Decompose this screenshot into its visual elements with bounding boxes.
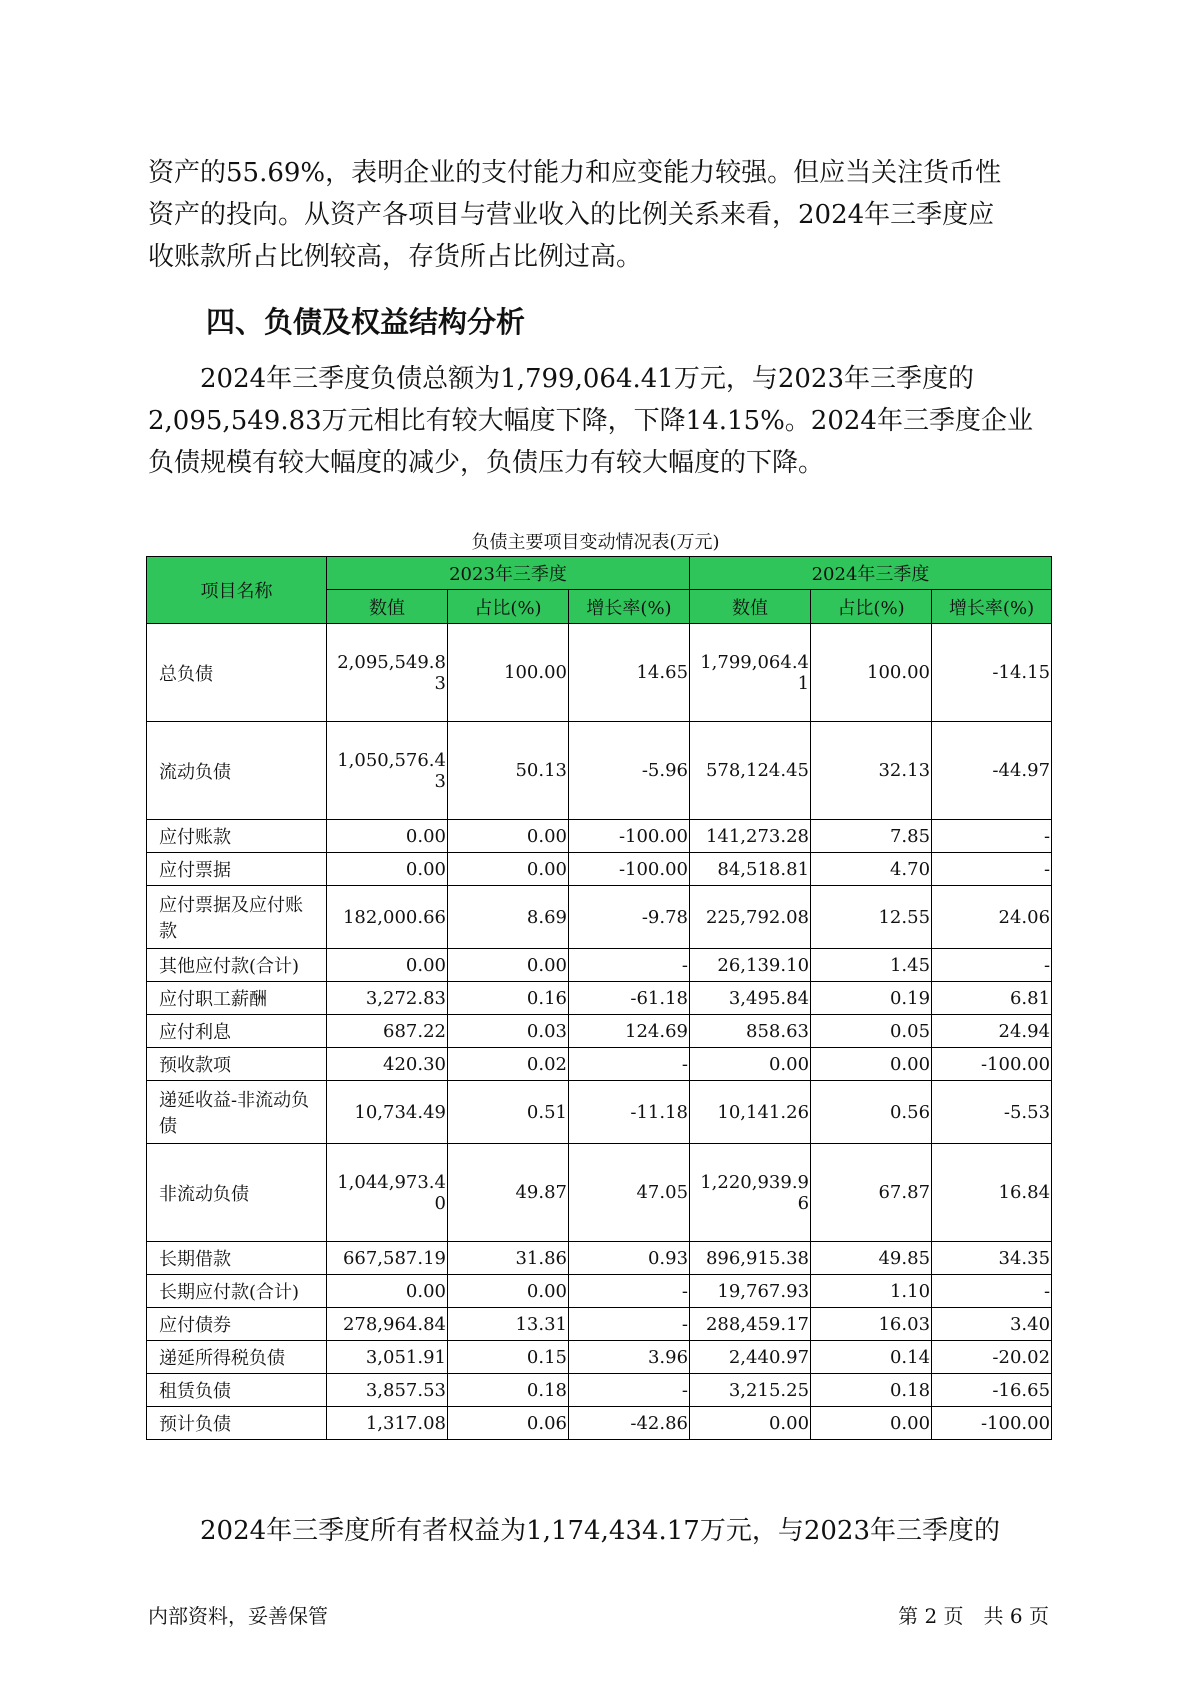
cell-growth-2024: -44.97: [932, 722, 1052, 820]
row-item-name: [147, 1407, 327, 1440]
cell-value-2023-line: 3: [434, 672, 446, 694]
table-row: [147, 1081, 1052, 1144]
cell-growth-2023: -: [569, 1275, 690, 1308]
row-item-name-line: 应付债券: [159, 1315, 231, 1336]
row-item-name: [147, 1275, 327, 1308]
cell-growth-2023: 124.69: [569, 1015, 690, 1048]
row-item-name: [147, 1242, 327, 1275]
cell-value-2024: [690, 1341, 811, 1374]
cell-ratio-2023: 0.00: [448, 853, 569, 886]
footer-confidential-note: 内部资料，妥善保管: [148, 1604, 328, 1628]
cell-value-2024-line: 6: [797, 1192, 810, 1214]
row-item-name: [147, 1374, 327, 1407]
cell-value-2023-line: 278,964.84: [342, 1313, 446, 1335]
table-row: [147, 853, 1052, 886]
header-growth: 增长率(%): [569, 590, 690, 624]
cell-growth-2023: 47.05: [569, 1144, 690, 1242]
header-item-name: 项目名称: [147, 557, 327, 624]
cell-ratio-2023: 31.86: [448, 1242, 569, 1275]
row-item-name-line: 递延收益-非流动负: [159, 1090, 310, 1111]
cell-ratio-2024: 1.45: [811, 949, 932, 982]
cell-value-2023: [327, 1407, 448, 1440]
cell-value-2023: [327, 624, 448, 722]
header-growth: 增长率(%): [932, 590, 1052, 624]
cell-ratio-2023: 50.13: [448, 722, 569, 820]
cell-growth-2023: -42.86: [569, 1407, 690, 1440]
cell-value-2023: [327, 1308, 448, 1341]
cell-value-2024: [690, 1407, 811, 1440]
cell-growth-2023: 3.96: [569, 1341, 690, 1374]
cell-value-2023-line: 182,000.66: [342, 906, 446, 928]
text-line: 2024年三季度负债总额为1,799,064.41万元，与2023年三季度的: [148, 364, 975, 394]
text-line: 2024年三季度所有者权益为1,174,434.17万元，与2023年三季度的: [148, 1516, 1001, 1546]
row-item-name-line: 债: [159, 1116, 177, 1137]
cell-value-2023-line: 2,095,549.8: [337, 651, 446, 673]
cell-value-2024: [690, 1015, 811, 1048]
cell-value-2024: [690, 820, 811, 853]
cell-value-2023-line: 10,734.49: [354, 1101, 446, 1123]
cell-growth-2024: -16.65: [932, 1374, 1052, 1407]
cell-growth-2024: 3.40: [932, 1308, 1052, 1341]
cell-ratio-2023: 49.87: [448, 1144, 569, 1242]
table-row: [147, 886, 1052, 949]
table-row: [147, 1144, 1052, 1242]
row-item-name: [147, 1144, 327, 1242]
cell-value-2024-line: 1,220,939.9: [700, 1171, 810, 1193]
cell-value-2023-line: 3,857.53: [365, 1379, 446, 1401]
cell-value-2023: [327, 1144, 448, 1242]
table-row: [147, 1341, 1052, 1374]
cell-ratio-2024: 32.13: [811, 722, 932, 820]
row-item-name: [147, 853, 327, 886]
table-row: [147, 982, 1052, 1015]
cell-value-2023-line: 667,587.19: [342, 1247, 446, 1269]
text-line: 资产的投向。从资产各项目与营业收入的比例关系来看，2024年三季度应: [148, 200, 995, 230]
cell-growth-2024: -: [932, 820, 1052, 853]
cell-growth-2024: 24.94: [932, 1015, 1052, 1048]
cell-ratio-2023: 0.00: [448, 1275, 569, 1308]
row-item-name-line: 其他应付款(合计): [159, 956, 300, 977]
cell-value-2023: [327, 1048, 448, 1081]
header-ratio: 占比(%): [448, 590, 569, 624]
table-row: [147, 722, 1052, 820]
cell-ratio-2023: 0.51: [448, 1081, 569, 1144]
table-row: [147, 1275, 1052, 1308]
cell-value-2024-line: 1,799,064.4: [700, 651, 810, 673]
cell-ratio-2023: 100.00: [448, 624, 569, 722]
table-row: [147, 1242, 1052, 1275]
cell-value-2024: [690, 1275, 811, 1308]
row-item-name: [147, 820, 327, 853]
cell-value-2023-line: 0: [434, 1192, 446, 1214]
cell-ratio-2023: 0.03: [448, 1015, 569, 1048]
cell-ratio-2024: 49.85: [811, 1242, 932, 1275]
cell-value-2024-line: 858.63: [746, 1020, 810, 1042]
row-item-name: [147, 886, 327, 949]
cell-ratio-2024: 12.55: [811, 886, 932, 949]
row-item-name-line: 应付职工薪酬: [159, 989, 267, 1010]
cell-value-2023-line: 687.22: [383, 1020, 446, 1042]
table-row: [147, 1407, 1052, 1440]
cell-growth-2023: -11.18: [569, 1081, 690, 1144]
table-row: [147, 1015, 1052, 1048]
header-period-2024: 2024年三季度: [690, 557, 1052, 590]
row-item-name-line: 应付票据: [159, 860, 231, 881]
cell-value-2024-line: 26,139.10: [717, 954, 810, 976]
table-row: [147, 1308, 1052, 1341]
cell-growth-2024: -: [932, 1275, 1052, 1308]
cell-value-2023: [327, 1081, 448, 1144]
cell-value-2024-line: 10,141.26: [717, 1101, 810, 1123]
cell-value-2024-line: 141,273.28: [705, 825, 810, 847]
cell-growth-2024: -5.53: [932, 1081, 1052, 1144]
row-item-name-line: 递延所得税负债: [159, 1348, 285, 1369]
text-line: 负债规模有较大幅度的减少，负债压力有较大幅度的下降。: [148, 448, 825, 478]
cell-value-2023-line: 3,051.91: [365, 1346, 446, 1368]
row-item-name: [147, 1081, 327, 1144]
cell-growth-2024: -: [932, 949, 1052, 982]
table-caption: 负债主要项目变动情况表(万元): [471, 532, 720, 553]
cell-value-2023: [327, 722, 448, 820]
cell-growth-2023: -: [569, 1308, 690, 1341]
cell-value-2023-line: 3: [434, 770, 446, 792]
cell-value-2024: [690, 853, 811, 886]
cell-value-2023-line: 0.00: [405, 1280, 446, 1302]
cell-value-2024: [690, 1308, 811, 1341]
cell-ratio-2023: 0.00: [448, 820, 569, 853]
cell-ratio-2024: 0.19: [811, 982, 932, 1015]
cell-value-2023-line: 1,317.08: [365, 1412, 446, 1434]
cell-growth-2024: -20.02: [932, 1341, 1052, 1374]
row-item-name-line: 预计负债: [159, 1414, 231, 1435]
row-item-name-line: 流动负债: [159, 761, 231, 783]
text-line: 资产的55.69%，表明企业的支付能力和应变能力较强。但应当关注货币性: [148, 158, 1002, 188]
cell-value-2024: [690, 624, 811, 722]
header-value: 数值: [690, 590, 811, 624]
cell-value-2024: [690, 949, 811, 982]
cell-growth-2023: -61.18: [569, 982, 690, 1015]
cell-value-2023: [327, 853, 448, 886]
cell-value-2024-line: 896,915.38: [705, 1247, 810, 1269]
cell-value-2023-line: 3,272.83: [365, 987, 446, 1009]
row-item-name-line: 预收款项: [159, 1055, 231, 1076]
cell-value-2024: [690, 1048, 811, 1081]
text-line: 收账款所占比例较高，存货所占比例过高。: [148, 242, 643, 272]
cell-value-2024-line: 3,215.25: [728, 1379, 810, 1401]
cell-value-2023: [327, 1015, 448, 1048]
cell-growth-2024: 6.81: [932, 982, 1052, 1015]
header-period-2023: 2023年三季度: [327, 557, 690, 590]
cell-growth-2024: -100.00: [932, 1407, 1052, 1440]
cell-growth-2023: 0.93: [569, 1242, 690, 1275]
header-ratio: 占比(%): [811, 590, 932, 624]
cell-value-2023: [327, 1242, 448, 1275]
cell-growth-2024: -100.00: [932, 1048, 1052, 1081]
footer-page-number: 第 2 页 共 6 页: [898, 1604, 1049, 1628]
cell-growth-2023: -: [569, 1374, 690, 1407]
cell-value-2024: [690, 886, 811, 949]
cell-growth-2023: -9.78: [569, 886, 690, 949]
cell-value-2024-line: 3,495.84: [728, 987, 810, 1009]
cell-ratio-2023: 0.16: [448, 982, 569, 1015]
cell-value-2023: [327, 886, 448, 949]
row-item-name: [147, 1015, 327, 1048]
header-value: 数值: [327, 590, 448, 624]
liability-table: [146, 556, 1052, 1440]
cell-ratio-2023: 0.06: [448, 1407, 569, 1440]
cell-value-2023-line: 0.00: [405, 825, 446, 847]
cell-value-2024-line: 84,518.81: [717, 858, 810, 880]
cell-ratio-2024: 100.00: [811, 624, 932, 722]
cell-value-2024: [690, 982, 811, 1015]
row-item-name-line: 长期借款: [159, 1249, 231, 1270]
cell-value-2024: [690, 1374, 811, 1407]
row-item-name: [147, 982, 327, 1015]
section-heading: 四、负债及权益结构分析: [206, 305, 526, 339]
cell-ratio-2023: 0.02: [448, 1048, 569, 1081]
table-row: [147, 1374, 1052, 1407]
row-item-name-line: 款: [159, 921, 177, 942]
cell-value-2023-line: 0.00: [405, 954, 446, 976]
row-item-name-line: 长期应付款(合计): [159, 1282, 300, 1303]
table-body: [147, 624, 1052, 1440]
cell-growth-2024: -: [932, 853, 1052, 886]
cell-ratio-2024: 0.14: [811, 1341, 932, 1374]
cell-ratio-2024: 4.70: [811, 853, 932, 886]
cell-value-2024-line: 2,440.97: [728, 1346, 810, 1368]
table-row: [147, 1048, 1052, 1081]
paragraph-asset-summary: [148, 152, 1048, 278]
cell-value-2024-line: 19,767.93: [717, 1280, 810, 1302]
cell-value-2024-line: 0.00: [768, 1053, 810, 1075]
cell-value-2024: [690, 722, 811, 820]
table-row: [147, 624, 1052, 722]
cell-ratio-2023: 8.69: [448, 886, 569, 949]
cell-growth-2024: 34.35: [932, 1242, 1052, 1275]
row-item-name-line: 总负债: [159, 663, 213, 685]
cell-value-2023: [327, 820, 448, 853]
cell-value-2023: [327, 1341, 448, 1374]
cell-value-2024-line: 578,124.45: [705, 760, 810, 781]
cell-growth-2023: -100.00: [569, 820, 690, 853]
cell-value-2023-line: 1,044,973.4: [337, 1171, 446, 1193]
row-item-name-line: 非流动负债: [159, 1183, 249, 1205]
cell-value-2024-line: 288,459.17: [705, 1313, 810, 1335]
row-item-name: [147, 1341, 327, 1374]
cell-ratio-2023: 13.31: [448, 1308, 569, 1341]
cell-ratio-2024: 0.00: [811, 1048, 932, 1081]
table-row: [147, 820, 1052, 853]
cell-value-2023: [327, 1374, 448, 1407]
cell-growth-2024: 24.06: [932, 886, 1052, 949]
paragraph-liability-summary: [148, 358, 1048, 484]
cell-growth-2023: -: [569, 949, 690, 982]
cell-growth-2023: -5.96: [569, 722, 690, 820]
cell-value-2024: [690, 1144, 811, 1242]
text-line: 2,095,549.83万元相比有较大幅度下降，下降14.15%。2024年三季度企业: [148, 406, 1033, 436]
row-item-name: [147, 722, 327, 820]
row-item-name-line: 应付利息: [159, 1022, 231, 1043]
cell-ratio-2024: 67.87: [811, 1144, 932, 1242]
table-row: [147, 949, 1052, 982]
cell-ratio-2024: 16.03: [811, 1308, 932, 1341]
cell-growth-2023: 14.65: [569, 624, 690, 722]
cell-ratio-2023: 0.00: [448, 949, 569, 982]
cell-value-2023-line: 0.00: [405, 858, 446, 880]
row-item-name-line: 应付票据及应付账: [159, 895, 303, 916]
cell-ratio-2024: 0.18: [811, 1374, 932, 1407]
paragraph-equity-summary: [148, 1510, 1048, 1552]
cell-value-2024: [690, 1242, 811, 1275]
cell-ratio-2023: 0.15: [448, 1341, 569, 1374]
cell-value-2024-line: 1: [797, 672, 810, 694]
cell-growth-2023: -100.00: [569, 853, 690, 886]
cell-value-2023: [327, 982, 448, 1015]
cell-growth-2024: -14.15: [932, 624, 1052, 722]
cell-ratio-2023: 0.18: [448, 1374, 569, 1407]
cell-growth-2023: -: [569, 1048, 690, 1081]
row-item-name: [147, 949, 327, 982]
cell-growth-2024: 16.84: [932, 1144, 1052, 1242]
cell-value-2023-line: 420.30: [383, 1053, 446, 1075]
row-item-name: [147, 624, 327, 722]
cell-ratio-2024: 7.85: [811, 820, 932, 853]
cell-value-2023: [327, 1275, 448, 1308]
cell-value-2023: [327, 949, 448, 982]
row-item-name: [147, 1308, 327, 1341]
row-item-name-line: 租赁负债: [159, 1381, 231, 1402]
cell-ratio-2024: 0.00: [811, 1407, 932, 1440]
row-item-name: [147, 1048, 327, 1081]
cell-value-2024: [690, 1081, 811, 1144]
cell-ratio-2024: 0.05: [811, 1015, 932, 1048]
row-item-name-line: 应付账款: [159, 827, 231, 848]
cell-value-2023-line: 1,050,576.4: [337, 749, 446, 771]
cell-ratio-2024: 1.10: [811, 1275, 932, 1308]
cell-value-2024-line: 0.00: [768, 1412, 810, 1434]
cell-value-2024-line: 225,792.08: [705, 906, 810, 928]
cell-ratio-2024: 0.56: [811, 1081, 932, 1144]
